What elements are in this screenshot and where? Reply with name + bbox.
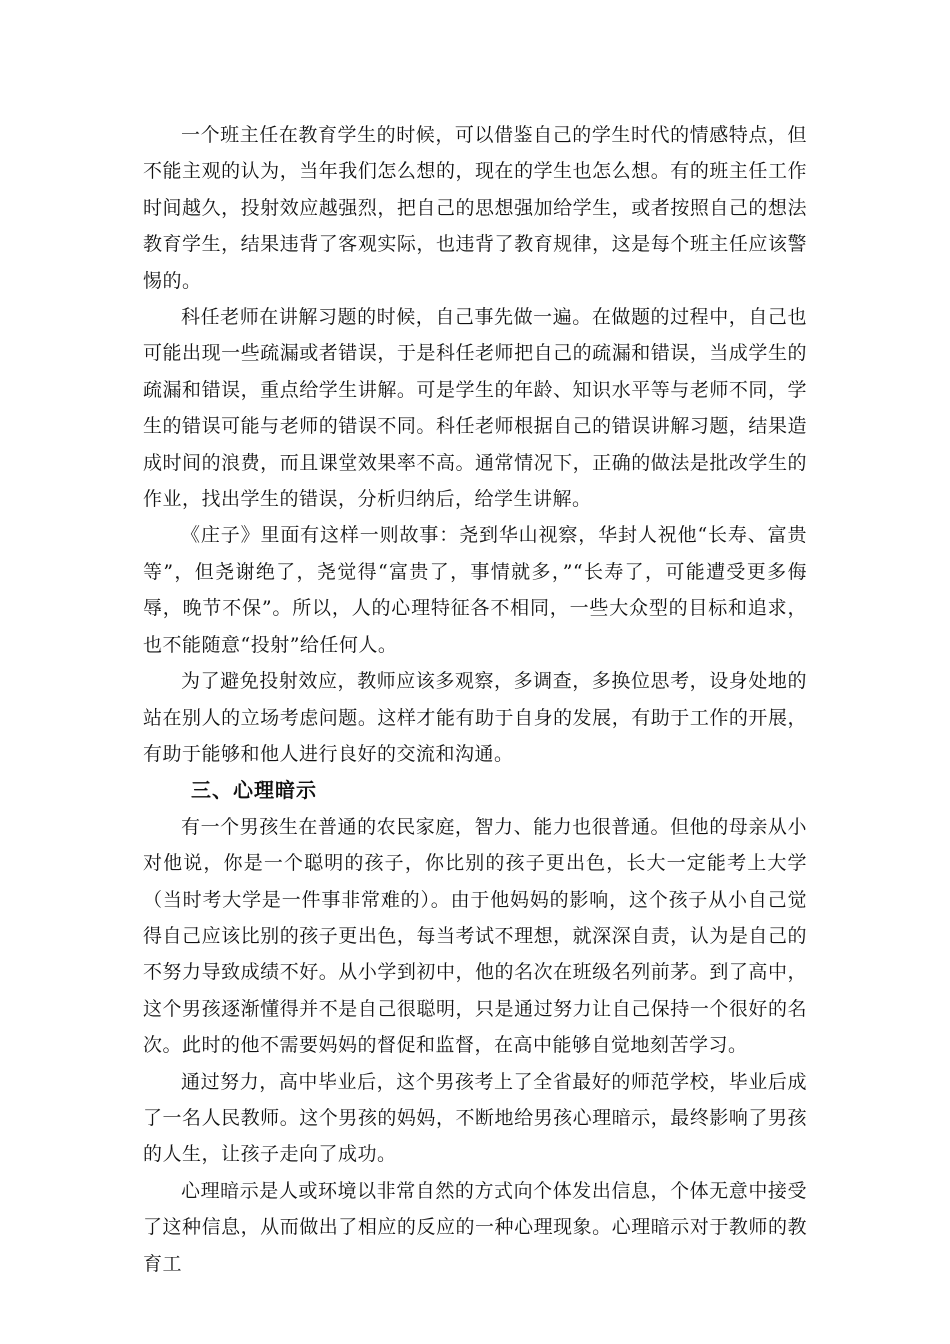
paragraph-subject-teacher: 科任老师在讲解习题的时候，自己事先做一遍。在做题的过程中，自己也可能出现一些疏漏或者错误，于是科任老师把自己的疏漏和错误，当成学生的疏漏和错误，重点给学生讲解。可是学生的年龄、知识水平等与老师不同，学生的错误可能与老师的错误不同。科任老师根据自己的错误讲解习题，结果造成时间的浪费，而且课堂效果率不高。通常情况下，正确的做法是批改学生的作业，找出学生的错误，分析归纳后，给学生讲解。 bbox=[143, 306, 807, 511]
document-body bbox=[143, 117, 807, 1282]
paragraph-boy-success: 通过努力，高中毕业后，这个男孩考上了全省最好的师范学校，毕业后成了一名人民教师。这个男孩的妈妈，不断地给男孩心理暗示，最终影响了男孩的人生，让孩子走向了成功。 bbox=[143, 1070, 807, 1166]
paragraph-boy-story: 有一个男孩生在普通的农民家庭，智力、能力也很普通。但他的母亲从小对他说，你是一个聪明的孩子，你比别的孩子更出色，长大一定能考上大学（当时考大学是一件事非常难的）。由于他妈妈的影响，这个孩子从小自己觉得自己应该比别的孩子更出色，每当考试不理想，就深深自责，认为是自己的不努力导致成绩不好。从小学到初中，他的名次在班级名列前茅。到了高中，这个男孩逐渐懂得并不是自己很聪明，只是通过努力让自己保持一个很好的名次。此时的他不需要妈妈的督促和监督，在高中能够自觉地刻苦学习。 bbox=[143, 815, 807, 1057]
section-heading: 三、心理暗示 bbox=[191, 778, 317, 803]
paragraph-zhuangzi-story: 《庄子》里面有这样一则故事：尧到华山视察，华封人祝他“长寿、富贵等”，但尧谢绝了，尧觉得“富贵了，事情就多，”“长寿了，可能遭受更多侮辱，晚节不保”。所以，人的心理特征各不相同，一些大众型的目标和追求，也不能随意“投射”给任何人。 bbox=[143, 524, 807, 656]
paragraph-avoid-projection: 为了避免投射效应，教师应该多观察，多调查，多换位思考，设身处地的站在别人的立场考虑问题。这样才能有助于自身的发展，有助于工作的开展，有助于能够和他人进行良好的交流和沟通。 bbox=[143, 670, 807, 765]
paragraph-psychological-suggestion: 心理暗示是人或环境以非常自然的方式向个体发出信息，个体无意中接受了这种信息，从而做出了相应的反应的一种心理现象。心理暗示对于教师的教育工 bbox=[143, 1179, 807, 1275]
paragraph-teacher-projection: 一个班主任在教育学生的时候，可以借鉴自己的学生时代的情感特点，但不能主观的认为，当年我们怎么想的，现在的学生也怎么想。有的班主任工作时间越久，投射效应越强烈，把自己的思想强加给学生，或者按照自己的想法教育学生，结果违背了客观实际，也违背了教育规律，这是每个班主任应该警惕的。 bbox=[143, 124, 807, 292]
